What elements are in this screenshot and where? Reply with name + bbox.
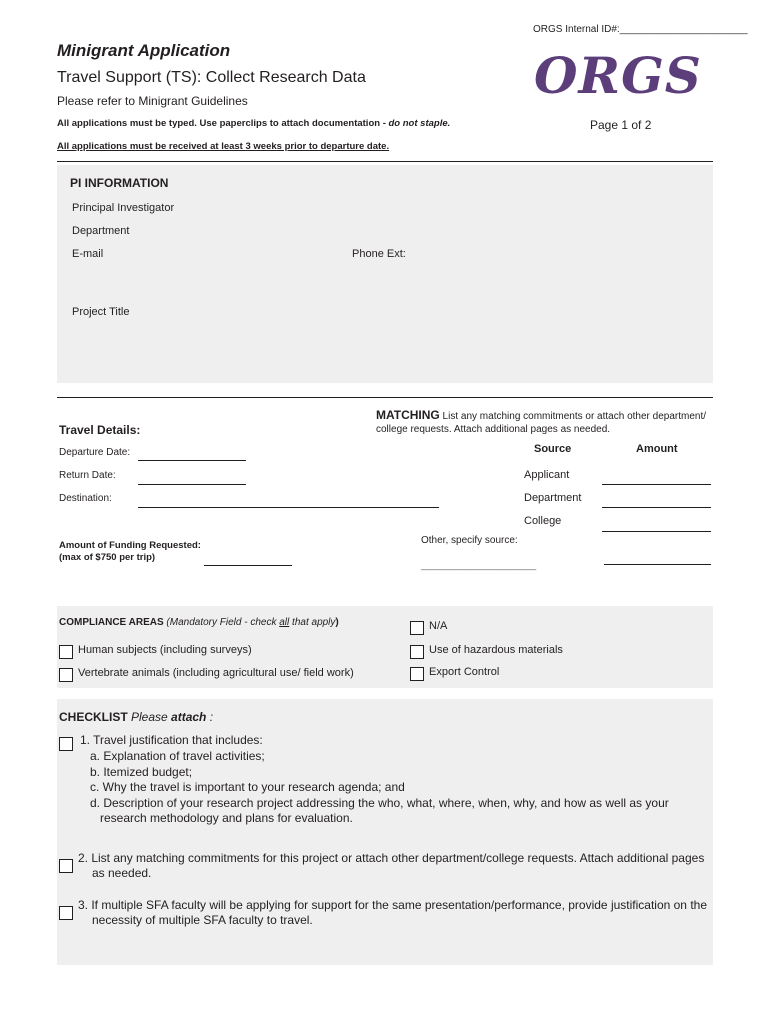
export-control-checkbox[interactable]	[410, 667, 424, 681]
checklist-item-1b: b. Itemized budget;	[90, 765, 193, 779]
checklist-item-2-cont: as needed.	[92, 866, 152, 880]
compliance-heading: COMPLIANCE AREAS (Mandatory Field - check all that apply)	[59, 617, 339, 628]
amount-column-header: Amount	[636, 443, 678, 455]
checklist-item-1a: a. Explanation of travel activities;	[90, 749, 265, 763]
departure-date-field[interactable]	[138, 460, 246, 461]
checklist-item-1d-cont: research methodology and plans for evaluation.	[100, 811, 353, 825]
export-control-label: Export Control	[429, 666, 500, 678]
checklist-heading: CHECKLIST Please attach :	[59, 710, 214, 724]
destination-field[interactable]	[138, 507, 439, 508]
checklist-item-1d: d. Description of your research project addressing the who, what, where, when, why, and how as well as your	[90, 796, 669, 810]
na-checkbox[interactable]	[410, 621, 424, 635]
other-source-field[interactable]: _______________________	[421, 560, 537, 570]
vertebrate-animals-label: Vertebrate animals (including agricultural use/ field work)	[78, 667, 354, 679]
source-column-header: Source	[534, 443, 572, 455]
multiple-faculty-checkbox[interactable]	[59, 906, 73, 920]
checklist-item-1: 1. Travel justification that includes:	[80, 733, 263, 747]
funding-max-note: (max of $750 per trip)	[59, 552, 156, 563]
email-label: E-mail	[72, 248, 104, 260]
checklist-item-3: 3. If multiple SFA faculty will be applying for support for the same presentation/performance, provide justification on the	[78, 898, 707, 912]
destination-label: Destination:	[59, 493, 112, 504]
human-subjects-label: Human subjects (including surveys)	[78, 644, 252, 656]
hazardous-materials-label: Use of hazardous materials	[429, 644, 563, 656]
pi-information-heading: PI INFORMATION	[70, 176, 169, 190]
college-label: College	[524, 515, 562, 527]
vertebrate-animals-checkbox[interactable]	[59, 668, 73, 682]
phone-ext-label: Phone Ext:	[352, 248, 406, 260]
typed-note: All applications must be typed. Use paperclips to attach documentation - do not staple.	[57, 118, 451, 129]
human-subjects-checkbox[interactable]	[59, 645, 73, 659]
departure-date-label: Departure Date:	[59, 447, 131, 458]
matching-instructions-cont: college requests. Attach additional pages as needed.	[376, 424, 611, 435]
checklist-item-1c: c. Why the travel is important to your research agenda; and	[90, 780, 405, 794]
department-label: Department	[72, 225, 130, 237]
page-number: Page 1 of 2	[590, 118, 652, 132]
pi-information-panel	[57, 165, 713, 383]
na-label: N/A	[429, 620, 448, 632]
matching-department-label: Department	[524, 492, 582, 504]
department-amount-field[interactable]	[602, 507, 711, 508]
travel-justification-checkbox[interactable]	[59, 737, 73, 751]
funding-amount-field[interactable]	[204, 565, 292, 566]
funding-requested-label: Amount of Funding Requested:	[59, 540, 201, 551]
guideline-note: Please refer to Minigrant Guidelines	[57, 94, 248, 108]
form-title: Minigrant Application	[57, 41, 231, 60]
travel-details-heading: Travel Details:	[59, 423, 141, 437]
applicant-label: Applicant	[524, 469, 570, 481]
deadline-note: All applications must be received at least 3 weeks prior to departure date.	[57, 141, 390, 152]
orgs-logo: ORGS	[534, 46, 702, 105]
return-date-field[interactable]	[138, 484, 246, 485]
applicant-amount-field[interactable]	[602, 484, 711, 485]
principal-investigator-label: Principal Investigator	[72, 202, 175, 214]
checklist-item-2: 2. List any matching commitments for this project or attach other department/college requests. Attach additional pages	[78, 851, 705, 865]
college-amount-field[interactable]	[602, 531, 711, 532]
header-divider	[57, 161, 713, 162]
project-title-label: Project Title	[72, 306, 130, 318]
internal-id-label: ORGS Internal ID#:_______________________	[533, 24, 748, 35]
return-date-label: Return Date:	[59, 470, 116, 481]
hazardous-materials-checkbox[interactable]	[410, 645, 424, 659]
other-source-label: Other, specify source:	[421, 535, 518, 546]
form-subtitle: Travel Support (TS): Collect Research Data	[57, 69, 366, 86]
other-amount-field[interactable]	[604, 564, 711, 565]
travel-divider	[57, 397, 713, 398]
matching-instructions: MATCHING List any matching commitments or attach other department/	[376, 408, 707, 422]
checklist-item-3-cont: necessity of multiple SFA faculty to travel.	[92, 913, 313, 927]
matching-commitments-checkbox[interactable]	[59, 859, 73, 873]
